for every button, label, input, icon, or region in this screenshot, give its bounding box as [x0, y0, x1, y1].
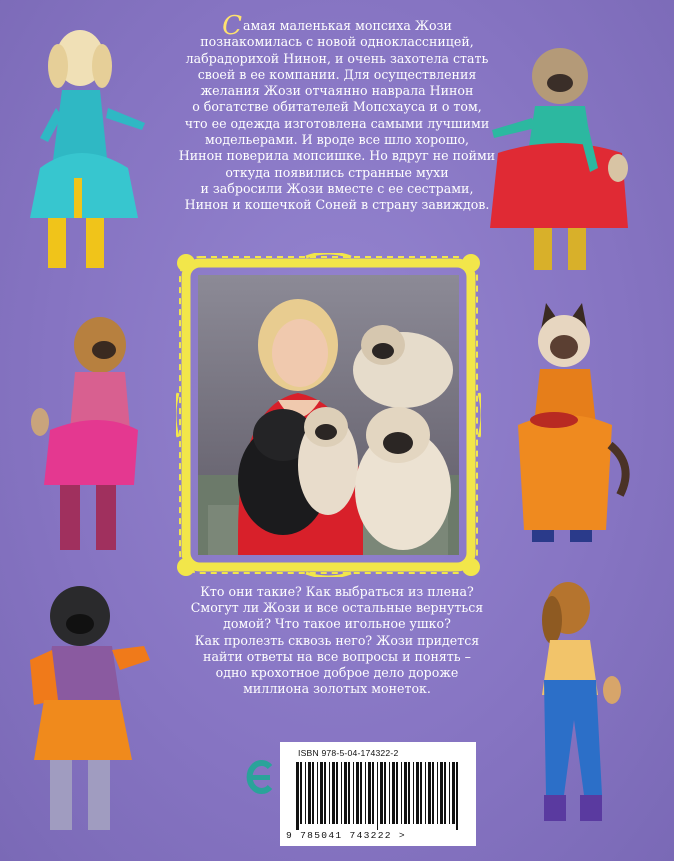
blurb-line: Нинон поверила мопсишке. Но вдруг не пойми — [178, 148, 496, 164]
barcode-bar — [420, 762, 422, 824]
barcode-bar — [341, 762, 342, 824]
barcode-bar — [456, 762, 458, 830]
barcode-bar — [392, 762, 395, 824]
barcode-bar — [308, 762, 311, 824]
blurb-line: о богатстве обитателей Мопсхауса и о том, — [192, 99, 482, 115]
questions-line: миллиона золотых монеток. — [243, 681, 431, 697]
blurb-line: лабрадорихой Нинон, и очень захотела стать — [185, 50, 489, 66]
labrador-character-illustration — [20, 18, 160, 280]
barcode-bar — [401, 762, 402, 824]
barcode-bar — [365, 762, 366, 824]
barcode-bar — [437, 762, 438, 824]
blurb-line: откуда появились странные мухи — [225, 164, 449, 180]
author-photo-frame — [176, 253, 481, 577]
blurb-line: что ее одежда изготовлена самыми лучшими — [184, 115, 490, 131]
blurb-line: модельерами. И вроде все шло хорошо, — [204, 132, 470, 148]
barcode-bar — [356, 762, 359, 824]
barcode-digits: 9 785041 743222 > — [286, 830, 406, 841]
blurb-line: Нинон и кошечкой Соней в страну завиждов. — [184, 197, 490, 213]
barcode-bar — [425, 762, 426, 824]
questions-line: Смогут ли Жози и все остальные вернуться — [190, 600, 484, 616]
barcode-bar — [449, 762, 450, 824]
barcode-bar — [452, 762, 455, 824]
questions-line: Кто они такие? Как выбраться из плена? — [200, 584, 474, 599]
siamese-cat-orange-dress-illustration — [510, 295, 634, 550]
pug-girl-red-skirt-illustration — [480, 38, 630, 283]
barcode-bar — [389, 762, 390, 824]
blurb-line: и забросили Жози вместе с ее сестрами, — [200, 180, 474, 196]
barcode-bar — [404, 762, 407, 824]
barcode-bar — [444, 762, 446, 824]
barcode-bar — [360, 762, 362, 824]
questions-line: одно крохотное доброе дело дороже — [215, 665, 459, 681]
barcode-bar — [372, 762, 374, 824]
questions-line: Как пролезть сквозь него? Жози придется — [194, 632, 480, 648]
blurb-text — [150, 11, 524, 214]
blurb-line: Самая маленькая мопсиха Жози — [222, 11, 452, 41]
black-pug-orange-outfit-illustration — [20, 580, 160, 845]
barcode-bar — [432, 762, 434, 824]
barcode-bar — [332, 762, 335, 824]
barcode-bar — [344, 762, 347, 824]
barcode-bar — [320, 762, 323, 824]
barcode-bar — [300, 762, 302, 824]
barcode-bar — [348, 762, 350, 824]
drop-cap: С — [222, 11, 242, 41]
questions-text — [168, 584, 506, 697]
dog-blue-overalls-illustration — [528, 580, 638, 845]
brown-dog-pink-dress-illustration — [30, 310, 140, 555]
barcode-bar — [380, 762, 383, 824]
barcode-bar — [329, 762, 330, 824]
author-photo — [198, 275, 459, 555]
barcode-bar — [408, 762, 410, 824]
questions-line: найти ответы на все вопросы и понять – — [203, 648, 471, 664]
barcode-bar — [440, 762, 443, 824]
author-with-pugs-image — [198, 275, 459, 555]
barcode-bar — [428, 762, 431, 824]
barcode-bar — [296, 762, 299, 830]
barcode-box — [280, 742, 476, 846]
barcode-bar — [416, 762, 419, 824]
barcode-graphic — [294, 762, 462, 830]
barcode-bar — [317, 762, 318, 824]
isbn-text: ISBN 978-5-04-174322-2 — [298, 748, 399, 758]
barcode-bar — [377, 762, 378, 830]
barcode-bar — [396, 762, 398, 824]
barcode-bar — [336, 762, 338, 824]
barcode-bar — [413, 762, 414, 824]
eksmo-e-logo-icon — [244, 757, 274, 797]
barcode-bar — [384, 762, 386, 824]
barcode-bar — [353, 762, 354, 824]
barcode-bar — [305, 762, 306, 824]
blurb-line: желания Жози отчаянно наврала Нинон — [200, 83, 474, 99]
barcode-bar — [368, 762, 371, 824]
questions-line: домой? Что такое игольное ушко? — [223, 616, 451, 632]
barcode-bar — [312, 762, 314, 824]
barcode-bar — [324, 762, 326, 824]
blurb-line: познакомилась с новой одноклассницей, — [200, 34, 474, 50]
blurb-line: своей в ее компании. Для осуществления — [197, 66, 477, 82]
